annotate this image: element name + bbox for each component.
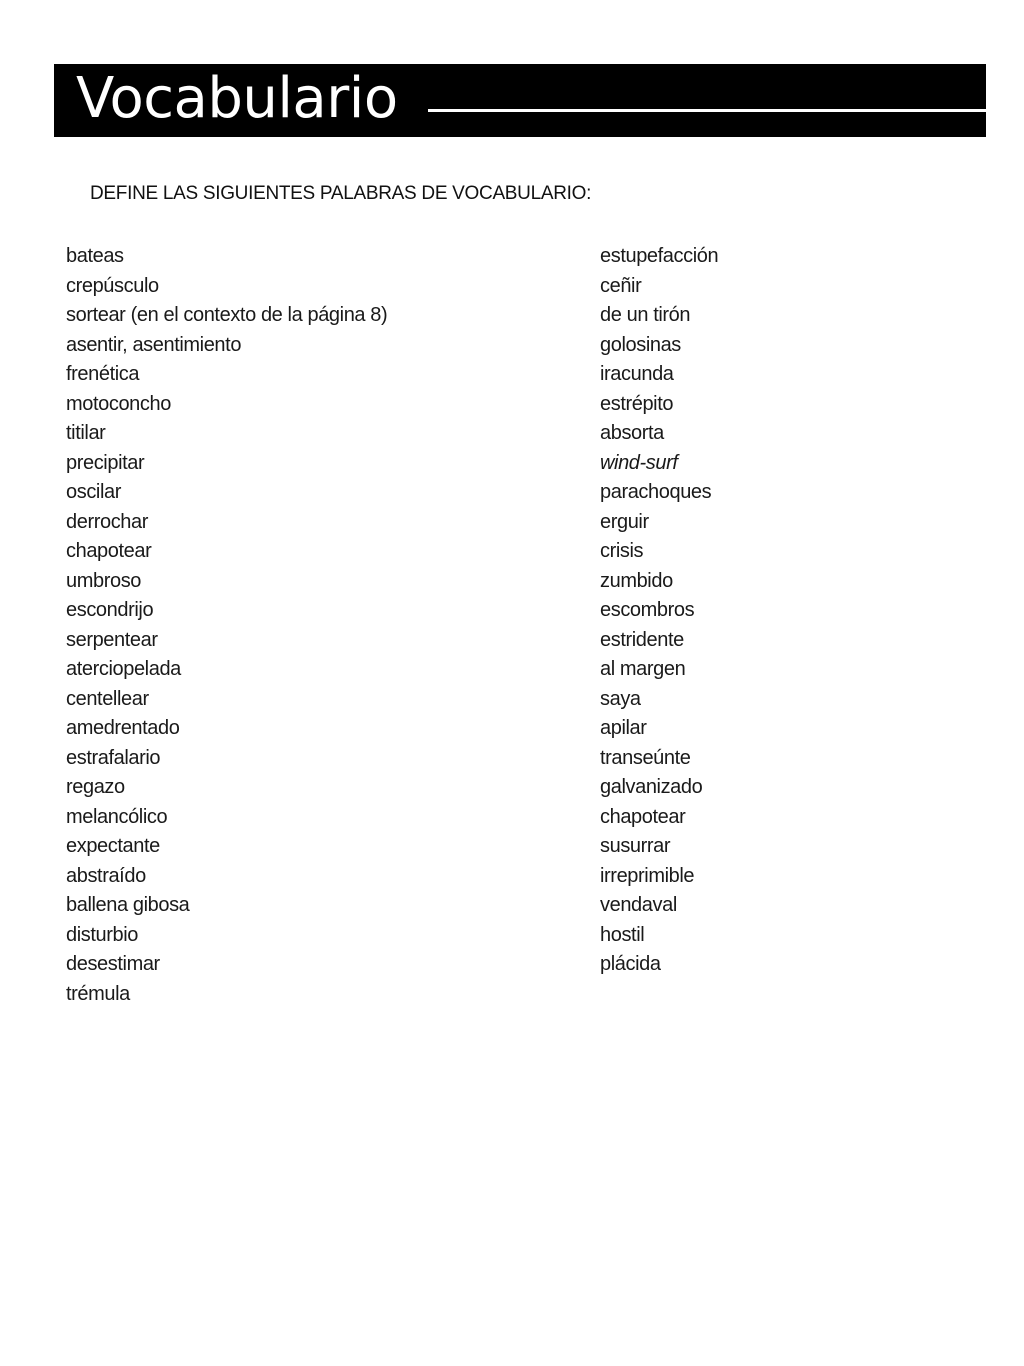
vocab-item: melancólico [66, 805, 168, 828]
vocab-item: escondrijo [66, 599, 154, 621]
vocab-item: centellear [66, 687, 149, 710]
vocab-item: wind-surf [600, 451, 678, 474]
vocab-item: irreprimible [600, 864, 695, 887]
vocab-item: oscilar [66, 481, 121, 503]
vocab-item: motoconcho [66, 392, 171, 415]
vocab-item: estrépito [600, 392, 674, 415]
vocab-item: al margen [600, 658, 686, 680]
vocab-item: zumbido [600, 569, 673, 592]
vocab-item: derrochar [66, 510, 148, 533]
vocab-item: ceñir [600, 274, 642, 297]
vocabulary-list-right [600, 242, 980, 980]
vocab-item: abstraído [66, 864, 146, 887]
vocab-item: titilar [66, 422, 106, 444]
title-underline [428, 109, 986, 112]
vocab-item: hostil [600, 923, 645, 946]
vocab-item: parachoques [600, 481, 712, 503]
page-title: Vocabulario [76, 66, 398, 131]
vocab-item: susurrar [600, 835, 671, 857]
vocab-item: transeúnte [600, 746, 691, 769]
vocab-item: iracunda [600, 363, 674, 385]
title-banner [54, 64, 986, 137]
vocab-item: galvanizado [600, 776, 703, 798]
vocab-item: desestimar [66, 953, 160, 975]
vocab-item: saya [600, 687, 641, 710]
vocab-item: plácida [600, 953, 661, 975]
vocab-item: apilar [600, 717, 647, 739]
vocab-item: frenética [66, 363, 140, 385]
vocab-item: de un tirón [600, 304, 691, 326]
vocab-item: golosinas [600, 333, 681, 356]
vocabulary-list-left [66, 242, 546, 1009]
vocab-item: aterciopelada [66, 658, 181, 680]
vocab-item: crepúsculo [66, 274, 159, 297]
vocab-item: estrafalario [66, 746, 161, 769]
vocab-item: precipitar [66, 451, 145, 474]
vocab-item: escombros [600, 599, 695, 621]
vocab-item: umbroso [66, 569, 142, 592]
vocab-item: amedrentado [66, 717, 180, 739]
vocab-item: chapotear [600, 805, 686, 828]
vocab-item: estupefacción [600, 245, 719, 267]
vocab-item: expectante [66, 835, 160, 857]
vocab-item: ballena gibosa [66, 894, 190, 916]
vocab-item: absorta [600, 422, 664, 444]
vocab-item: trémula [66, 982, 130, 1005]
instruction-text: DEFINE LAS SIGUIENTES PALABRAS DE VOCABULARIO: [90, 183, 592, 204]
vocab-item: vendaval [600, 894, 677, 916]
vocab-item: estridente [600, 628, 684, 651]
vocab-item: erguir [600, 510, 649, 533]
vocab-item: asentir, asentimiento [66, 333, 242, 356]
vocab-item: disturbio [66, 923, 138, 946]
vocab-item: bateas [66, 245, 124, 267]
vocab-item: regazo [66, 776, 125, 798]
vocab-item: sortear (en el contexto de la página 8) [66, 304, 388, 326]
vocab-item: serpentear [66, 628, 158, 651]
vocab-item: chapotear [66, 540, 152, 562]
vocab-item: crisis [600, 540, 644, 562]
